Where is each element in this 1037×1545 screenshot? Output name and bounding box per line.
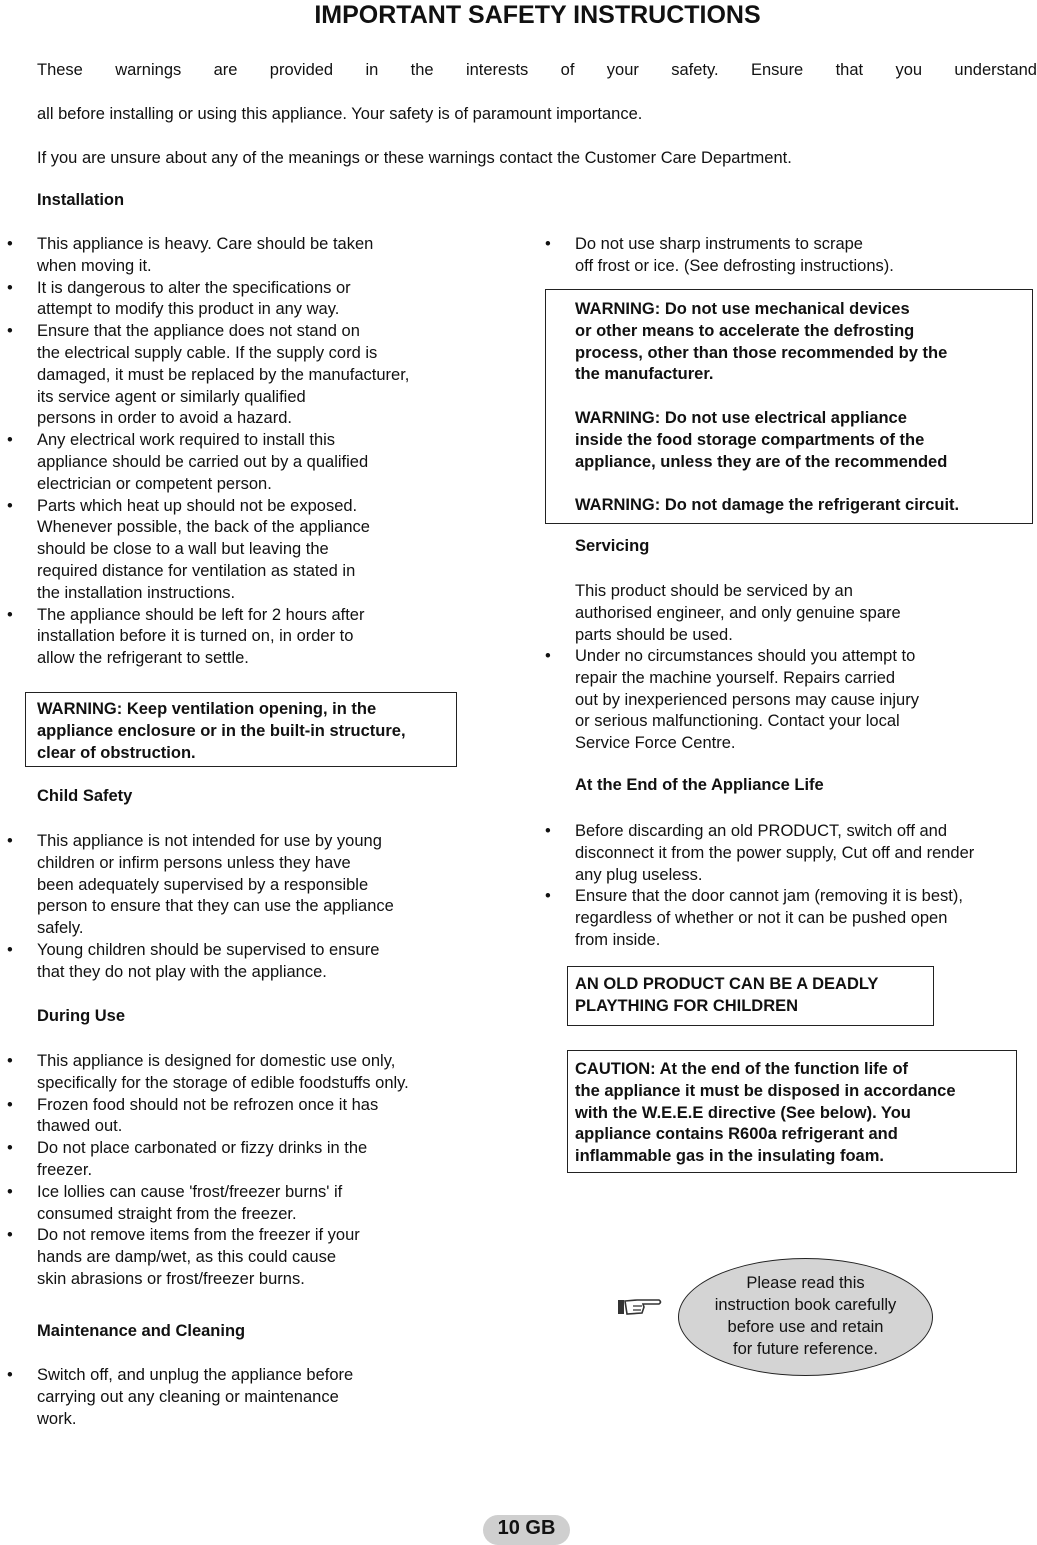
servicing-list (545, 646, 919, 755)
bullet-item (7, 1095, 409, 1139)
bullet-text: This appliance is designed for domestic use only, specifically for the storage of edible foodstuffs only. (37, 1052, 409, 1092)
pointing-hand-icon (617, 1296, 663, 1318)
bullet-icon: • (7, 496, 13, 515)
child-safety-heading: Child Safety (37, 787, 133, 805)
bullet-text: Ensure that the door cannot jam (removing it is best), regardless of whether or not it can be pushed open from inside. (575, 887, 963, 949)
bullet-icon: • (7, 1095, 13, 1114)
servicing-heading: Servicing (575, 537, 650, 555)
page-title: IMPORTANT SAFETY INSTRUCTIONS (314, 1, 761, 29)
bullet-text: It is dangerous to alter the specifications or attempt to modify this product in any way. (37, 278, 351, 319)
intro-line-3: If you are unsure about any of the meanings or these warnings contact the Customer Care Department. (37, 149, 792, 167)
bullet-text: Do not place carbonated or fizzy drinks in the freezer. (37, 1139, 368, 1179)
bullet-text: Young children should be supervised to ensure that they do not play with the appliance. (37, 940, 380, 981)
bullet-icon: • (7, 1052, 13, 1070)
bullet-icon: • (7, 278, 13, 297)
page-number: 10 GB (483, 1515, 570, 1545)
defrost-list (545, 234, 894, 278)
bullet-item (7, 940, 394, 984)
installation-heading: Installation (37, 191, 125, 209)
bullet-item (545, 234, 894, 278)
bullet-item (7, 496, 409, 605)
maintenance-heading: Maintenance and Cleaning (37, 1322, 246, 1340)
intro-line-1: These warnings are provided in the interests of your safety. Ensure that you understand (37, 61, 1037, 79)
bullet-text: The appliance should be left for 2 hours after installation before it is turned on, in order to allow the refrigerant to settle. (37, 605, 365, 668)
bullet-item (7, 1182, 409, 1226)
bullet-icon: • (7, 431, 13, 450)
bullet-text: Switch off, and unplug the appliance before carrying out any cleaning or maintenance work. (37, 1366, 354, 1428)
bullet-text: This appliance is not intended for use by young children or infirm persons unless they have been adequately supervised by a responsible person to ensure that they can use the appliance safely. (37, 832, 394, 938)
bullet-icon: • (7, 1139, 13, 1158)
bullet-icon: • (7, 940, 13, 959)
bullet-icon: • (545, 887, 551, 906)
bullet-text: Under no circumstances should you attempt to repair the machine yourself. Repairs carried out by inexperienced persons may cause injury or serious malfunctioning. Contact your local Service Force Centre. (575, 647, 919, 753)
intro-line-2: all before installing or using this appliance. Your safety is of paramount importance. (37, 105, 643, 123)
bullet-icon: • (7, 1366, 13, 1384)
bullet-icon: • (545, 822, 551, 840)
caution-box: CAUTION: At the end of the function life of the appliance it must be disposed in accordance with the W.E.E.E directive (See below). You appliance contains R600a refrigerant and inflammable gas in the insulating foam. (567, 1050, 1017, 1173)
bullet-text: Ensure that the appliance does not stand on the electrical supply cable. If the supply cord is damaged, it must be replaced by the manufacturer, its service agent or similarly qualified persons in order to avoid a hazard. (37, 322, 410, 428)
ventilation-warning: WARNING: Keep ventilation opening, in the appliance enclosure or in the built-in structure, clear of obstruction. (25, 692, 457, 767)
bullet-item (7, 605, 409, 670)
bullet-icon: • (7, 1226, 13, 1245)
installation-list (7, 234, 410, 670)
bullet-item (7, 1365, 354, 1430)
deadly-plaything-box: AN OLD PRODUCT CAN BE A DEADLY PLAYTHING FOR CHILDREN (567, 966, 934, 1026)
bullet-text: Any electrical work required to install this appliance should be carried out by a qualified electrician or competent person. (37, 431, 369, 493)
during-use-list (7, 1051, 409, 1291)
bullet-item (7, 321, 410, 430)
bullet-item (545, 821, 975, 886)
bullet-icon: • (7, 235, 13, 253)
read-instructions-note (678, 1258, 933, 1376)
bullet-item (545, 886, 974, 951)
bullet-icon: • (7, 1182, 13, 1201)
bullet-item (545, 646, 919, 755)
end-of-life-heading: At the End of the Appliance Life (575, 776, 824, 794)
bullet-icon: • (545, 647, 551, 665)
bullet-item (7, 831, 394, 940)
bullet-icon: • (7, 605, 13, 624)
read-instructions-text: Please read this instruction book carefully before use and retain for future reference. (714, 1274, 897, 1358)
defrost-warning-box: WARNING: Do not use mechanical devices or other means to accelerate the defrosting process, other than those recommended by the the manufacturer. WARNING: Do not use electrical appliance inside the food storage compartments of the appliance, unless they are of the recommended WARNING: Do not damage the refrigerant circuit. (545, 289, 1033, 524)
bullet-item (7, 430, 409, 495)
during-use-heading: During Use (37, 1007, 126, 1025)
bullet-item (7, 1225, 409, 1290)
bullet-item (7, 1051, 409, 1095)
bullet-item (7, 1138, 409, 1182)
maintenance-list (7, 1365, 354, 1430)
end-of-life-list (545, 821, 975, 952)
bullet-item (7, 278, 409, 322)
bullet-text: Ice lollies can cause 'frost/freezer burns' if consumed straight from the freezer. (37, 1182, 343, 1223)
bullet-text: Do not remove items from the freezer if your hands are damp/wet, as this could cause skin abrasions or frost/freezer burns. (37, 1226, 360, 1288)
bullet-text: This appliance is heavy. Care should be taken when moving it. (37, 235, 374, 275)
bullet-text: Do not use sharp instruments to scrape off frost or ice. (See defrosting instructions). (575, 235, 894, 275)
bullet-text: Parts which heat up should not be exposed. Whenever possible, the back of the appliance should be close to a wall but leaving the required distance for ventilation as stated in the installation instructions. (37, 496, 370, 602)
bullet-text: Before discarding an old PRODUCT, switch off and disconnect it from the power supply, Cut off and render any plug useless. (575, 822, 975, 884)
bullet-icon: • (545, 235, 551, 253)
bullet-icon: • (7, 322, 13, 341)
bullet-text: Frozen food should not be refrozen once it has thawed out. (37, 1095, 379, 1136)
child-safety-list (7, 831, 394, 984)
servicing-paragraph: This product should be serviced by an authorised engineer, and only genuine spare parts should be used. (575, 582, 901, 644)
bullet-icon: • (7, 832, 13, 850)
bullet-item (7, 234, 409, 278)
